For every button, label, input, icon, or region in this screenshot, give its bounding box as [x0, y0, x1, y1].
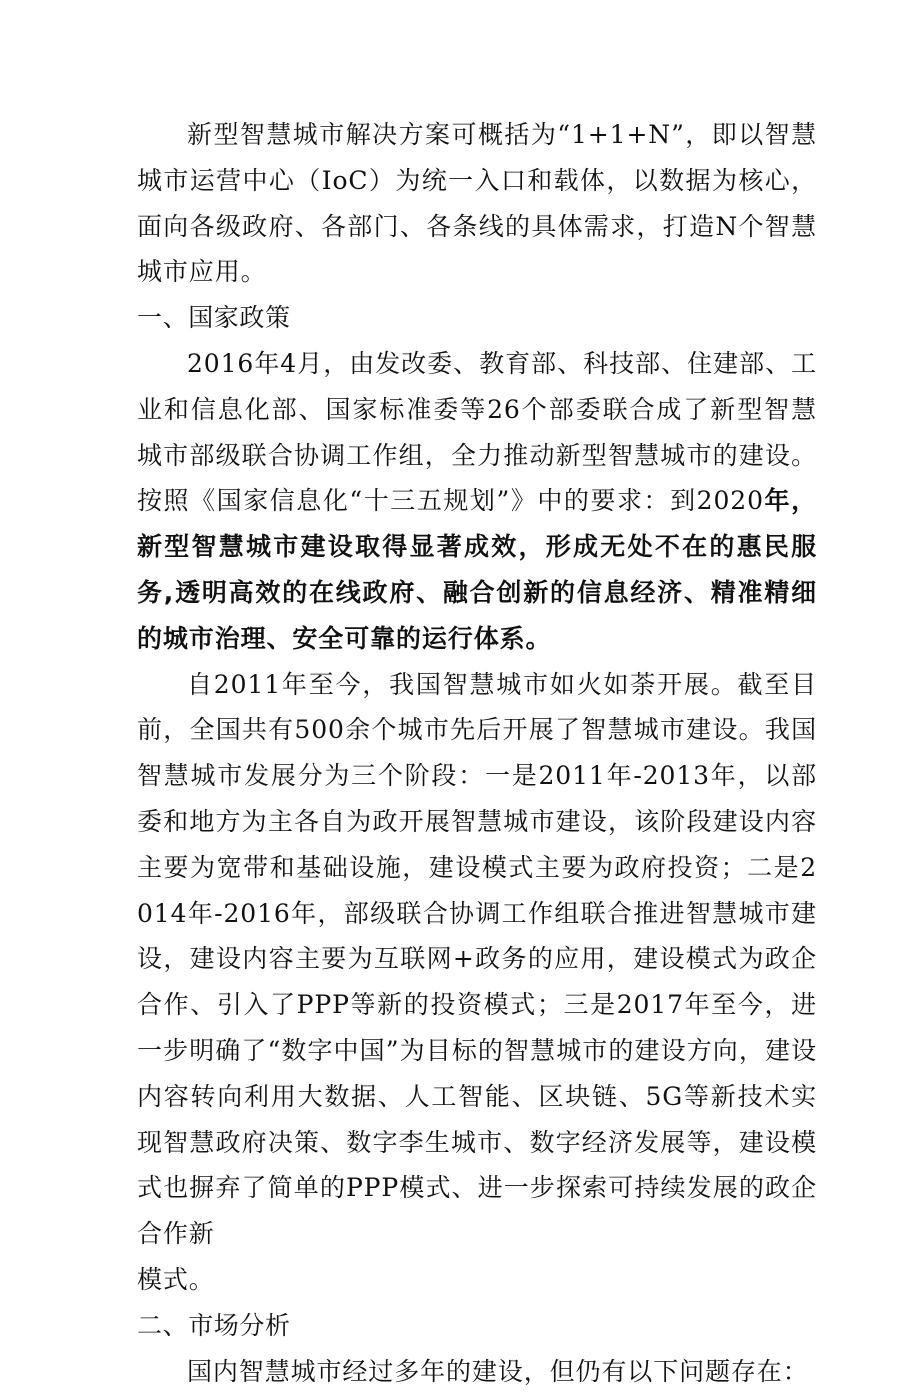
policy-paragraph	[137, 341, 817, 662]
market-paragraph: 国内智慧城市经过多年的建设，但仍有以下问题存在：	[187, 1356, 809, 1386]
intro-paragraph: 新型智慧城市解决方案可概括为“1+1+N”，即以智慧城市运营中心（IoC）为统一入口和载体，以数据为核心，面向各级政府、各部门、各条线的具体需求，打造N个智慧城市应用。	[137, 120, 817, 287]
development-paragraph-tail: 模式。	[137, 1264, 215, 1294]
policy-paragraph-text: 2016年4月，由发改委、教育部、科技部、住建部、工业和信息化部、国家标准委等26个部委联合成了新型智慧城市部级联合协调工作组，全力推动新型智慧城市的建设。按照《国家信息化“十三五规划”》中的要求：到2020	[137, 348, 817, 516]
section-heading-national-policy: 一、国家政策	[137, 303, 291, 333]
policy-paragraph-bold-text: 年，新型智慧城市建设取得显著成效，形成无处不在的惠民服务,透明高效的在线政府、融合创新的信息经济、精准精细的城市治理、安全可靠的运行体系。	[137, 486, 817, 653]
development-paragraph: 自2011年至今，我国智慧城市如火如荼开展。截至目前，全国共有500余个城市先后开展了智慧城市建设。我国智慧城市发展分为三个阶段：一是2011年-2013年，以部委和地方为主各自为政开展智慧城市建设，该阶段建设内容主要为宽带和基础设施，建设模式主要为政府投资；二是2014年-2016年，部级联合协调工作组联合推进智慧城市建设，建设内容主要为互联网+政务的应用，建设模式为政企合作、引入了PPP等新的投资模式；三是2017年至今，进一步明确了“数字中国”为目标的智慧城市的建设方向，建设内容转向利用大数据、人工智能、区块链、5G等新技术实现智慧政府决策、数字李生城市、数字经济发展等，建设模式也摒弃了简单的PPP模式、进一步探索可持续发展的政企合作新	[137, 669, 817, 1249]
document-body	[137, 112, 817, 1394]
section-heading-market-analysis: 二、市场分析	[137, 1310, 291, 1340]
